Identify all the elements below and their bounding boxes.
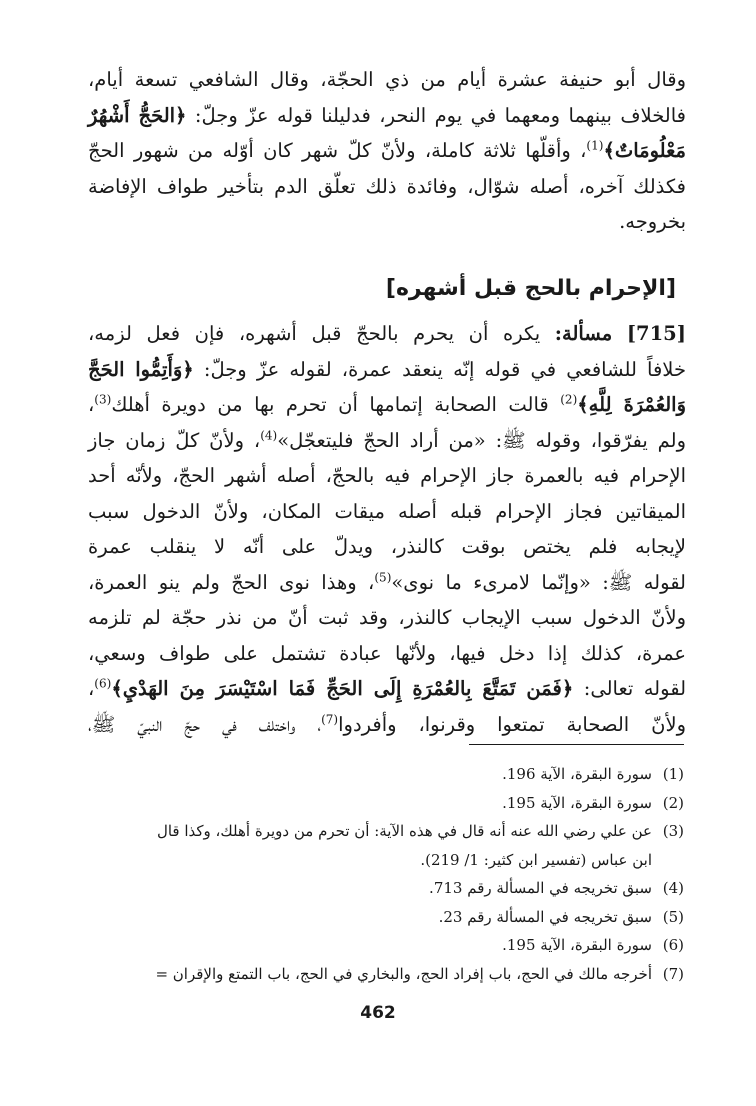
footnote-number: (3) [662,822,684,840]
section-heading: [الإحرام بالحج قبل أشهره] [385,276,676,301]
footnote-text: سورة البقرة، الآية 195. [502,793,652,812]
text-span: خلافاً للشافعي في قوله إنّه ينعقد عمرة، لقوله عزّ وجلّ: [203,357,687,381]
text-line: الإحرام فيه بالعمرة جاز الإحرام فيه بالحجّ، أصله أشهر الحجّ، ولأنّه أحد [88,464,686,487]
text-span: لقوله ﷺ: «وإنّما لامرىء ما نوى» [391,570,687,594]
footnote-text: سورة البقرة، الآية 195. [502,936,652,954]
text-line: لإيجابه فلم يختص بوقت كالنذر، ويدلّ على أنّه لا ينقلب عمرة [88,535,686,558]
text-span: ولم يفرّقوا، وقوله ﷺ: «من أراد الحجّ فليتعجّل» [277,428,686,452]
footnote-ref: (6) [94,676,112,691]
issue-number: [715] [626,322,686,345]
text-span: قالت الصحابة إتمامها أن تحرم بها من دويرة أهلك [111,393,549,416]
issue-label: مسألة: [554,322,613,345]
footnote-number: (7) [662,964,684,983]
text-span: لقوله تعالى: [583,677,687,700]
footnotes [86,760,684,988]
text-span: ، [88,677,95,700]
text-span: فالخلاف بينهما ومعهما في يوم النحر، فدليلنا قوله عزّ وجلّ: [194,103,686,127]
text-span: ، وأقلّها ثلاثة كاملة، ولأنّ كلّ شهر كان أوّله من شهور الحجّ [88,139,587,162]
text-line [88,98,686,134]
footnote-ref: (3) [94,392,112,407]
text-line [88,387,686,423]
footnote-ref: (2) [560,392,578,407]
text-line [88,565,686,601]
footnote-text: سبق تخريجه في المسألة رقم 713. [429,879,652,897]
footnote [86,789,684,818]
text-line: فكذلك آخره، أصله شوّال، وفائدة ذلك تعلّق الدم بتأخير طواف الإفاضة [88,174,686,198]
quran-verse: مَعْلُومَاتٌ﴾ [603,139,686,162]
footnote-number: (1) [662,765,684,783]
footnote [86,931,684,960]
footnote-number: (4) [662,879,684,897]
footnote-number: (2) [662,793,684,812]
footnote-number: (5) [662,907,684,926]
text-line: بخروجه. [619,210,686,233]
footnote [86,903,684,932]
text-span: ، ولأنّ كلّ زمان جاز [88,428,261,452]
text-line: الميقاتين فجاز الإحرام قبله أصله ميقات المكان، ولأنّ الدخول سبب [88,499,686,523]
text-span: ، وهذا نوى الحجّ ولم ينو العمرة، [88,570,375,594]
quran-verse: ﴿فَمَن تَمَتَّعَ بِالعُمْرَةِ إِلَى الحَجِّ فَمَا اسْتَيْسَرَ مِنَ الهَدْيِ﴾ [111,677,574,700]
footnote [86,960,684,989]
footnote-ref: (1) [586,138,604,153]
footnote-text: سبق تخريجه في المسألة رقم 23. [438,907,652,926]
quran-verse: ﴿وَأَتِمُّوا الحَجَّ [88,357,194,381]
text-line [88,352,686,388]
paragraph-1 [88,62,686,240]
footnote-text: أخرجه مالك في الحج، باب إفراد الحج، والبخاري في الحج، باب التمتع والإقران = [155,964,652,983]
footnote-ref: (4) [260,428,278,442]
footnote-text: عن علي رضي الله عنه أنه قال في هذه الآية: أن تحرم من دويرة أهلك، وكذا قال [156,822,652,840]
footnote [86,760,684,789]
text-span: يكره أن يحرم بالحجّ قبل أشهره، فإن فعل لزمه، [88,322,541,345]
footnote-continuation: ابن عباس (تفسير ابن كثير: 1/ 219). [420,850,652,869]
text-line: ولأنّ الدخول سبب الإيجاب كالنذر، وقد ثبت أنّ من نذر حجّة لم تلزمه [88,606,686,629]
text-span: ولأنّ الصحابة تمتعوا وقرنوا، وأفردوا [338,712,686,736]
footnote-separator [469,744,684,745]
quran-verse: ﴿الحَجُّ أَشْهُرٌ [88,103,187,127]
footnote-number: (6) [662,936,684,954]
text-line [88,423,686,459]
text-line: وقال أبو حنيفة عشرة أيام من ذي الحجّة، وقال الشافعي تسعة أيام، [88,68,686,91]
footnote-ref: (7) [321,712,339,726]
text-line: عمرة، كذلك إذا دخل فيها، ولأنّها عبادة تشتمل على طواف وسعي، [88,641,686,665]
text-line [88,316,686,352]
footnote-ref: (5) [374,570,392,584]
text-line [88,671,686,707]
text-span: ، [88,393,95,416]
quran-verse: وَالعُمْرَةَ لِلَّهِ﴾ [577,393,687,416]
footnote-text: سورة البقرة، الآية 196. [502,765,652,783]
paragraph-2 [88,316,686,742]
page-number: 462 [360,1003,396,1023]
text-line [88,707,686,743]
footnote [86,817,684,846]
text-line [88,133,686,169]
footnote [86,874,684,903]
text-span: ، واختلف في حجّ النبيّ ﷺ، [88,712,322,736]
